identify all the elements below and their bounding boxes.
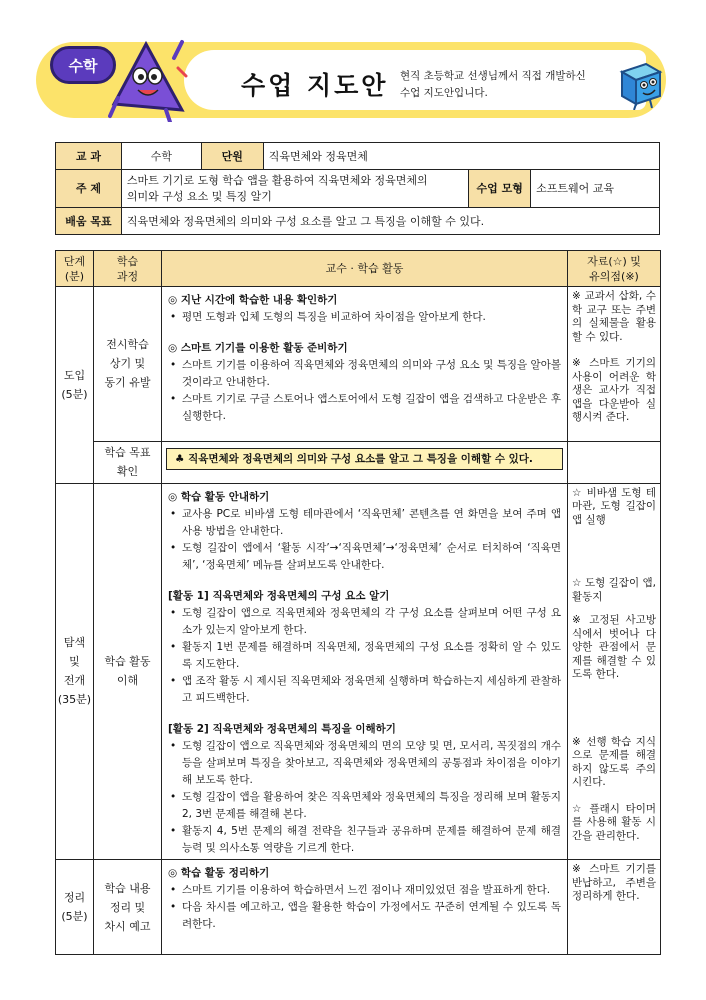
header-stage xyxy=(56,251,94,287)
subject-badge-label: 수학 xyxy=(68,57,98,75)
process-text: 학습 활동 xyxy=(104,655,151,669)
topic-line: 스마트 기기로 도형 학습 앱을 활용하여 직육면체와 정육면체의 xyxy=(126,173,428,187)
process-wrap xyxy=(94,860,162,955)
activity-intro xyxy=(162,287,568,442)
bullet-item: • 스마트 기기를 이용하여 학습하면서 느낀 점이나 재미있었던 점을 발표하게 한다. xyxy=(168,882,561,899)
header-text: 학습 xyxy=(116,254,139,268)
stage-wrap xyxy=(56,860,94,955)
process-text: 정리 및 xyxy=(109,900,146,914)
subject-label: 교 과 xyxy=(56,143,122,170)
process-text: 동기 유발 xyxy=(104,376,151,390)
header-text: (분) xyxy=(64,269,85,283)
bullet-item: • 도형 길잡이 앱으로 직육면체와 정육면체의 면의 모양 및 면, 모서리, 꼭짓점의 개수 등을 살펴보며 특징을 찾아보고, 직육면체와 정육면체의 공통점과 차이점을 이야기해 보도록 한다. xyxy=(168,738,561,789)
model-value: 소프트웨어 교육 xyxy=(531,170,660,208)
topic-label: 주 제 xyxy=(56,170,122,208)
notes-wrap xyxy=(568,860,661,955)
stage-text: 탐색 xyxy=(63,636,86,650)
bullet-item: • 도형 길잡이 앱을 활용하여 찾은 직육면체와 정육면체의 특징을 정리해 보며 활동지 2, 3번 문제를 해결해 본다. xyxy=(168,789,561,823)
stage-intro xyxy=(56,287,94,484)
stage-text: (5분) xyxy=(61,910,88,923)
stage-text: 및 xyxy=(69,655,80,669)
bullet-item: • 교사용 PC로 비바샘 도형 테마관에서 ‘직육면체’ 콘텐츠를 연 화면을 보여 주며 앱 사용 방법을 안내한다. xyxy=(168,506,561,540)
description-line: 현직 초등학교 선생님께서 직접 개발하신 xyxy=(400,70,586,82)
model-label: 수업 모형 xyxy=(469,170,531,208)
process-text: 학습 목표 xyxy=(104,446,151,459)
section-title: ◎ 지난 시간에 학습한 내용 확인하기 xyxy=(168,294,338,306)
activity-wrap xyxy=(162,860,568,955)
process-text: 확인 xyxy=(116,465,139,478)
page-description xyxy=(400,68,586,102)
bullet-item: • 도형 길잡이 앱에서 ‘활동 시작’→‘직육면체’→‘정육면체’ 순서로 터치하여 ‘직육면체’, ‘정육면체’ 메뉴를 살펴보도록 안내한다. xyxy=(168,540,561,574)
section-title: ◎ 학습 활동 안내하기 xyxy=(168,490,270,503)
notes-intro xyxy=(568,287,661,442)
unit-value: 직육면체와 정육면체 xyxy=(263,143,659,170)
bullet-item: • 도형 길잡이 앱으로 직육면체와 정육면체의 각 구성 요소를 살펴보며 어떤 구성 요소가 있는지 알아보게 한다. xyxy=(168,605,561,639)
header-notes xyxy=(568,251,661,287)
process-text: 전시학습 xyxy=(106,338,149,352)
process-text: 이해 xyxy=(116,674,139,688)
note-item: ☆ 도형 길잡이 앱, 활동지 xyxy=(572,577,656,603)
header-text: 과정 xyxy=(116,269,139,283)
triangle-mascot-icon xyxy=(108,38,188,122)
subject-value: 수학 xyxy=(121,143,201,170)
learning-goal-box: ♣ 직육면체와 정육면체의 의미와 구성 요소를 알고 그 특징을 이해할 수 있다. xyxy=(166,448,563,470)
bullet-item: • 활동지 4, 5번 문제의 해결 전략을 친구들과 공유하며 문제를 해결하여 문제 해결 능력 및 의사소통 역량을 기르게 한다. xyxy=(168,823,561,857)
process-text: 학습 내용 xyxy=(104,881,151,895)
note-item: ※ 스마트 기기의 사용이 어려운 학생은 교사가 직접 앱을 다운받아 실행시켜 준다. xyxy=(572,357,656,423)
bullet-item: • 평면 도형과 입체 도형의 특징을 비교하여 차이점을 알아보게 한다. xyxy=(168,309,561,326)
stage-text: 도입 xyxy=(63,368,86,382)
goal-cell xyxy=(162,441,568,483)
note-item: ☆ 비바샘 도형 테마관, 도형 길잡이 앱 실행 xyxy=(572,486,656,526)
note-item: ☆ 플래시 타이머를 사용해 활동 시간을 관리한다. xyxy=(572,802,656,842)
process-goal-check xyxy=(94,441,162,483)
bullet-item: • 다음 차시를 예고하고, 앱을 활용한 학습이 가정에서도 꾸준히 연계될 수 있도록 독려한다. xyxy=(168,899,561,933)
header-text: 자료(☆) 및 xyxy=(587,254,641,268)
bullet-item: • 스마트 기기로 구글 스토어나 앱스토어에서 도형 길잡이 앱을 검색하고 다운받은 후 실행한다. xyxy=(168,391,561,425)
page-title: 수업 지도안 xyxy=(241,71,389,100)
lesson-info-table xyxy=(55,142,660,235)
process-understanding xyxy=(94,483,162,860)
header-process xyxy=(94,251,162,287)
topic-value xyxy=(121,170,468,208)
stage-text: (5분) xyxy=(61,387,88,401)
header-banner xyxy=(36,38,666,122)
header-activity: 교수 · 학습 활동 xyxy=(162,251,568,287)
stage-text: (35분) xyxy=(57,693,92,707)
stage-text: 전개 xyxy=(63,674,86,688)
section-title: [활동 1] 직육면체와 정육면체의 구성 요소 알기 xyxy=(168,589,390,602)
goal-label: 배움 목표 xyxy=(56,208,122,235)
section-title: ◎ 스마트 기기를 이용한 활동 준비하기 xyxy=(168,342,348,354)
header-text: 단계 xyxy=(63,254,86,268)
section-title: [활동 2] 직육면체와 정육면체의 특징을 이해하기 xyxy=(168,722,396,735)
note-item: ※ 고정된 사고방식에서 벗어나 다양한 관점에서 문제를 해결할 수 있도록 한다. xyxy=(572,614,656,680)
description-line: 수업 지도안입니다. xyxy=(400,87,488,99)
note-item: ※ 교과서 삽화, 수학 교구 또는 주변의 실체물을 활용할 수 있다. xyxy=(572,290,656,343)
bullet-item: • 활동지 1번 문제를 해결하며 직육면체, 정육면체의 구성 요소를 정확히 알 수 있도록 지도한다. xyxy=(168,639,561,673)
note-item: ※ 선행 학습 지식으로 문제를 해결하지 않도록 주의시킨다. xyxy=(572,735,656,788)
bullet-item: • 앱 조작 활동 시 제시된 직육면체와 정육면체 실행하며 학습하는지 세심하게 관찰하고 피드백한다. xyxy=(168,673,561,707)
notes-goal xyxy=(568,441,661,483)
subject-badge xyxy=(50,46,116,84)
process-motivation xyxy=(94,287,162,442)
stage-text: 정리 xyxy=(63,891,86,904)
topic-line: 의미와 구성 요소 및 특징 알기 xyxy=(126,189,272,203)
notes-develop xyxy=(568,483,661,860)
stage-develop xyxy=(56,483,94,860)
process-text: 차시 예고 xyxy=(104,919,151,933)
lesson-plan-table xyxy=(55,250,661,955)
unit-label: 단원 xyxy=(201,143,263,170)
goal-value: 직육면체와 정육면체의 의미와 구성 요소를 알고 그 특징을 이해할 수 있다. xyxy=(121,208,659,235)
cube-mascot-icon xyxy=(616,58,664,110)
header-text: 유의점(※) xyxy=(589,269,639,283)
section-title: ◎ 학습 활동 정리하기 xyxy=(168,867,270,879)
note-item: ※ 스마트 기기를 반납하고, 주변을 정리하게 한다. xyxy=(572,863,656,902)
process-text: 상기 및 xyxy=(109,357,146,371)
bullet-item: • 스마트 기기를 이용하여 직육면체와 정육면체의 의미와 구성 요소 및 특징을 알아볼 것이라고 안내한다. xyxy=(168,357,561,391)
activity-develop xyxy=(162,483,568,860)
